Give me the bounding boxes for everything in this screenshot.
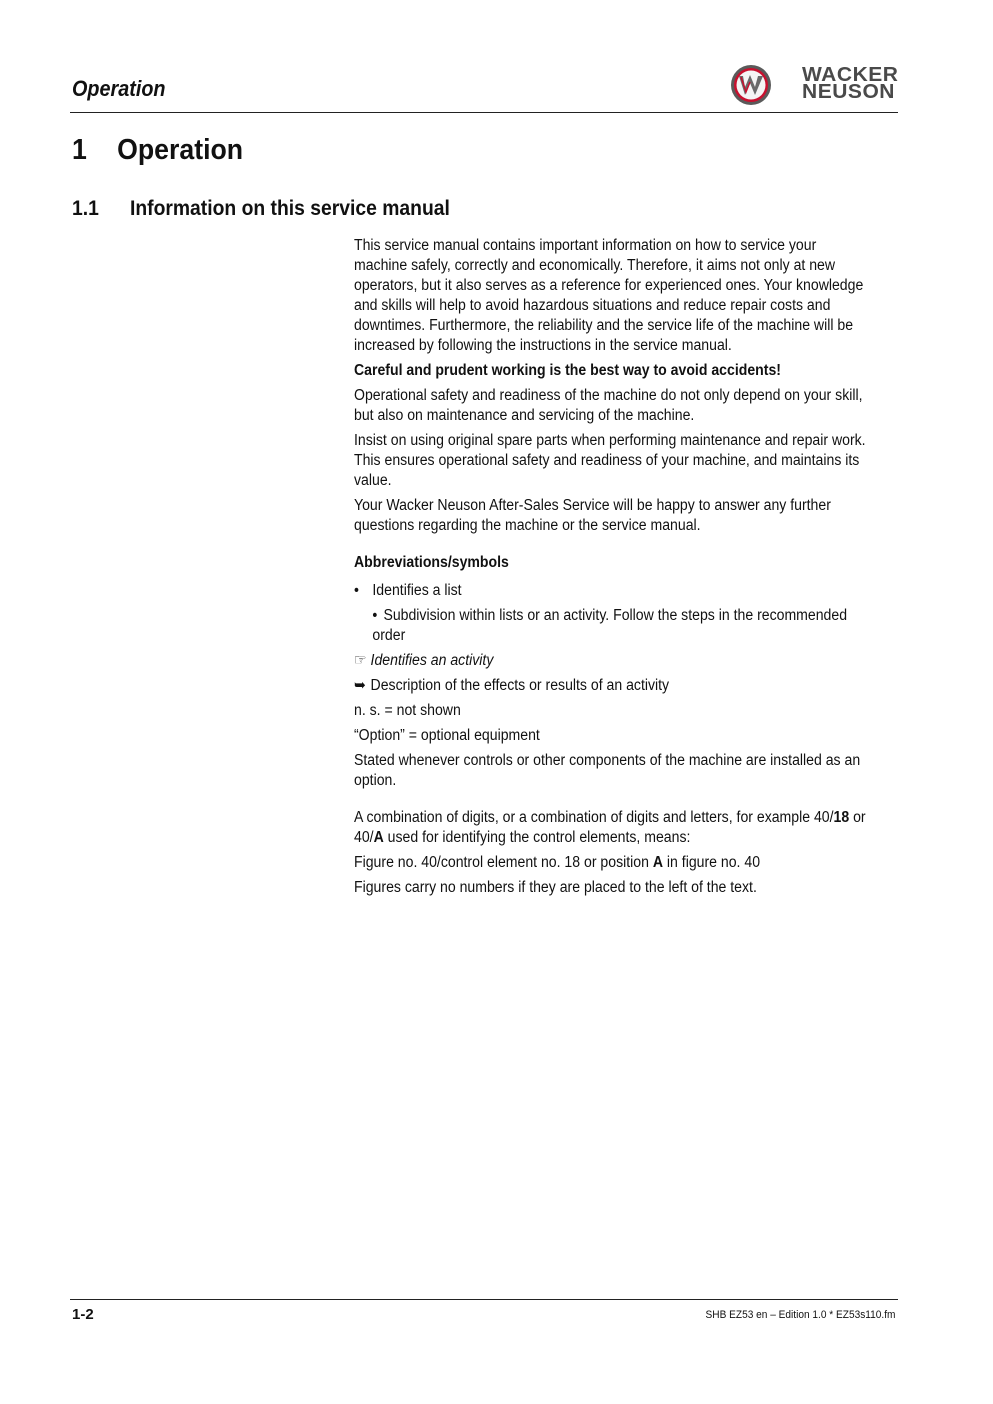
bullet-icon: •	[354, 582, 359, 599]
after-sales-paragraph: Your Wacker Neuson After-Sales Service will be happy to answer any further questions regarding the machine or the service manual.	[354, 497, 831, 534]
pointing-hand-icon: ☞	[354, 652, 367, 669]
section-title: Information on this service manual	[129, 197, 450, 220]
careful-paragraph: Careful and prudent working is the best way to avoid accidents!	[354, 362, 781, 379]
section-number: 1.1	[72, 197, 99, 220]
body-text	[354, 236, 869, 903]
page-number: 1-2	[72, 1306, 94, 1323]
section-heading	[72, 197, 450, 221]
effect-item: ➥ Description of the effects or results of an activity	[354, 677, 670, 694]
chapter-number: 1	[72, 134, 87, 166]
intro-paragraph: This service manual contains important information on how to service your machine safely, correctly and economically. Therefore, it aims not only at new operators, but it also serves as a reference for experienced ones. Your knowledge and skills will help to avoid hazardous situations and reduce repair costs and downtimes. Furthermore, the reliability and the service life of the machine will be increased by following the instructions in the service manual.	[354, 237, 864, 354]
list-item: • Identifies a list	[354, 582, 462, 599]
figure-paragraph: Figure no. 40/control element no. 18 or position A in figure no. 40	[354, 854, 761, 871]
footer-rule	[70, 1299, 898, 1300]
arrow-right-icon: ➥	[354, 677, 366, 694]
bullet-icon: •	[372, 607, 378, 624]
sub-list-item: • Subdivision within lists or an activity. Follow the steps in the recommended order	[372, 607, 848, 644]
abbreviations-heading: Abbreviations/symbols	[354, 554, 509, 571]
wacker-neuson-logo	[729, 63, 899, 107]
header-rule	[70, 112, 898, 113]
chapter-title: Operation	[117, 134, 244, 166]
logo-wordmark: WACKER NEUSON	[802, 64, 899, 103]
document-reference: SHB EZ53 en – Edition 1.0 * EZ53s110.fm	[705, 1309, 895, 1321]
stated-item: Stated whenever controls or other components of the machine are installed as an option.	[354, 752, 861, 789]
option-item: “Option” = optional equipment	[354, 727, 540, 744]
combination-paragraph: A combination of digits, or a combination of digits and letters, for example 40/18 or 40/A used for identifying the control elements, means:	[354, 809, 866, 846]
chapter-heading	[72, 134, 243, 167]
wacker-neuson-w-icon	[729, 63, 773, 107]
spare-parts-paragraph: Insist on using original spare parts when performing maintenance and repair work. This ensures operational safety and readiness of your machine, and maintains its value.	[354, 432, 866, 489]
running-header-title: Operation	[72, 76, 166, 101]
safety-paragraph: Operational safety and readiness of the machine do not only depend on your skill, but also on maintenance and servicing of the machine.	[354, 387, 863, 424]
figures-left-paragraph: Figures carry no numbers if they are placed to the left of the text.	[354, 879, 757, 896]
not-shown-item: n. s. = not shown	[354, 702, 461, 719]
activity-item: ☞ Identifies an activity	[354, 652, 494, 669]
